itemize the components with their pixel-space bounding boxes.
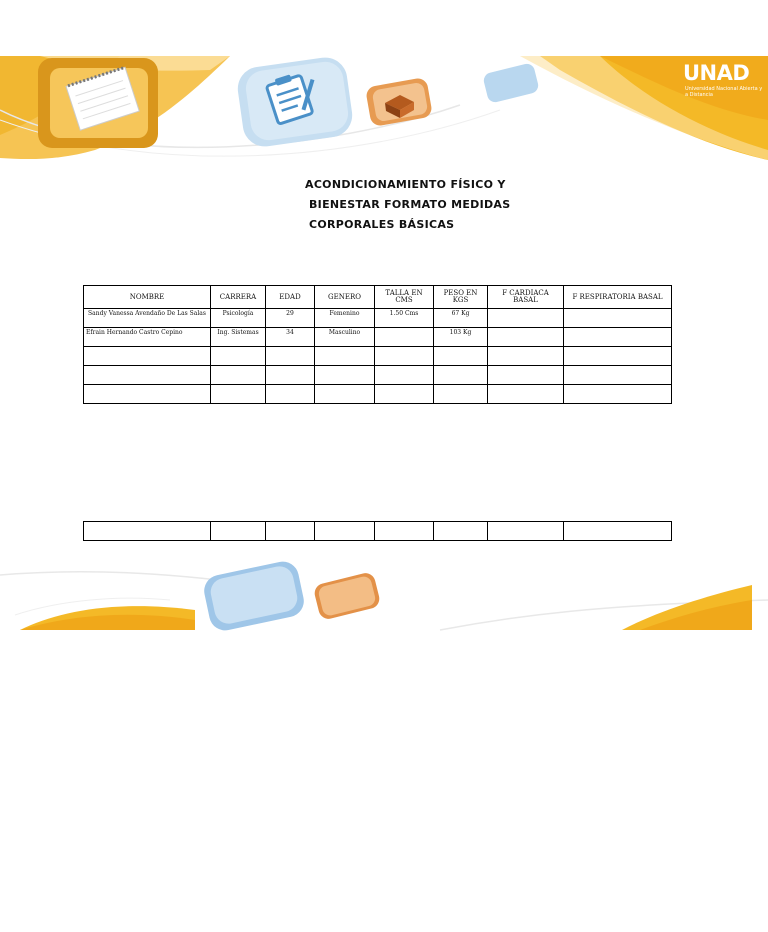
notepad-icon <box>38 58 158 148</box>
table-cell[interactable] <box>434 366 488 385</box>
table-header-row <box>84 286 672 309</box>
table-cell[interactable] <box>375 347 434 366</box>
table-cell[interactable] <box>375 366 434 385</box>
table-cell[interactable] <box>84 366 211 385</box>
table-cell[interactable] <box>211 385 266 404</box>
decor-tile <box>313 571 382 621</box>
table-cell[interactable] <box>564 347 672 366</box>
decor-tile <box>201 560 307 633</box>
header-cell-f-respiratoria: F RESPIRATORIA BASAL <box>564 286 672 309</box>
table-cell[interactable]: Psicología <box>211 309 266 328</box>
table-cell[interactable] <box>375 328 434 347</box>
table-cell[interactable] <box>488 522 564 541</box>
table-cell[interactable] <box>211 347 266 366</box>
unad-logo <box>683 59 763 99</box>
table-cell[interactable] <box>266 366 315 385</box>
table-cell[interactable]: Masculino <box>315 328 375 347</box>
table-cell[interactable] <box>564 385 672 404</box>
table-cell[interactable] <box>434 347 488 366</box>
table-row <box>84 328 672 347</box>
table-cell[interactable] <box>488 309 564 328</box>
table-cell[interactable] <box>266 522 315 541</box>
table-cell[interactable] <box>564 366 672 385</box>
header-cell-f-cardiaca: F CARDIACA BASAL <box>488 286 564 309</box>
table-cell[interactable] <box>211 522 266 541</box>
table-cell[interactable] <box>434 385 488 404</box>
table-cell[interactable] <box>434 522 488 541</box>
measurements-table <box>83 285 672 404</box>
table-row <box>84 309 672 328</box>
table-cell[interactable] <box>488 328 564 347</box>
continuation-table <box>83 521 672 541</box>
header-cell-talla: TALLA EN CMS <box>375 286 434 309</box>
box-icon <box>365 77 433 127</box>
table-cell[interactable] <box>564 309 672 328</box>
title-line: ACONDICIONAMIENTO FÍSICO Y <box>305 178 506 191</box>
table-cell[interactable] <box>266 347 315 366</box>
header-banner <box>0 0 768 175</box>
table-cell[interactable] <box>315 522 375 541</box>
table-row <box>84 347 672 366</box>
header-cell-nombre: NOMBRE <box>84 286 211 309</box>
table-cell[interactable]: Ing. Sistemas <box>211 328 266 347</box>
table-cell[interactable]: 29 <box>266 309 315 328</box>
title-line: BIENESTAR FORMATO MEDIDAS <box>309 198 511 211</box>
table-cell[interactable] <box>488 366 564 385</box>
table-cell[interactable] <box>488 347 564 366</box>
header-cell-peso: PESO EN KGS <box>434 286 488 309</box>
header-cell-genero: GENERO <box>315 286 375 309</box>
document-title <box>305 175 565 235</box>
table-row <box>84 522 672 541</box>
table-cell[interactable]: Sandy Vanessa Avendaño De Las Salas <box>84 309 211 328</box>
table-cell[interactable] <box>84 385 211 404</box>
table-cell[interactable] <box>84 347 211 366</box>
table-cell[interactable]: 1.50 Cms <box>375 309 434 328</box>
table-cell[interactable]: Femenino <box>315 309 375 328</box>
table-cell[interactable]: 67 Kg <box>434 309 488 328</box>
table-cell[interactable] <box>315 366 375 385</box>
table-cell[interactable] <box>488 385 564 404</box>
decor-tile <box>482 62 540 104</box>
table-cell[interactable] <box>564 328 672 347</box>
table-cell[interactable] <box>266 385 315 404</box>
footer-banner <box>0 560 768 635</box>
table-cell[interactable]: 34 <box>266 328 315 347</box>
table-cell[interactable]: Efrain Hernando Castro Cepino <box>84 328 211 347</box>
logo-subtitle: Universidad Nacional Abierta y a Distancia <box>685 86 763 98</box>
table-row <box>84 366 672 385</box>
table-cell[interactable] <box>315 385 375 404</box>
header-cell-edad: EDAD <box>266 286 315 309</box>
title-line: CORPORALES BÁSICAS <box>309 218 455 231</box>
table-cell[interactable] <box>375 522 434 541</box>
logo-wordmark: UNAD <box>683 61 750 85</box>
table-cell[interactable]: 103 Kg <box>434 328 488 347</box>
clipboard-icon <box>235 55 355 150</box>
table-cell[interactable] <box>84 522 211 541</box>
table-row <box>84 385 672 404</box>
table-cell[interactable] <box>315 347 375 366</box>
table-cell[interactable] <box>211 366 266 385</box>
table-cell[interactable] <box>564 522 672 541</box>
header-cell-carrera: CARRERA <box>211 286 266 309</box>
table-cell[interactable] <box>375 385 434 404</box>
